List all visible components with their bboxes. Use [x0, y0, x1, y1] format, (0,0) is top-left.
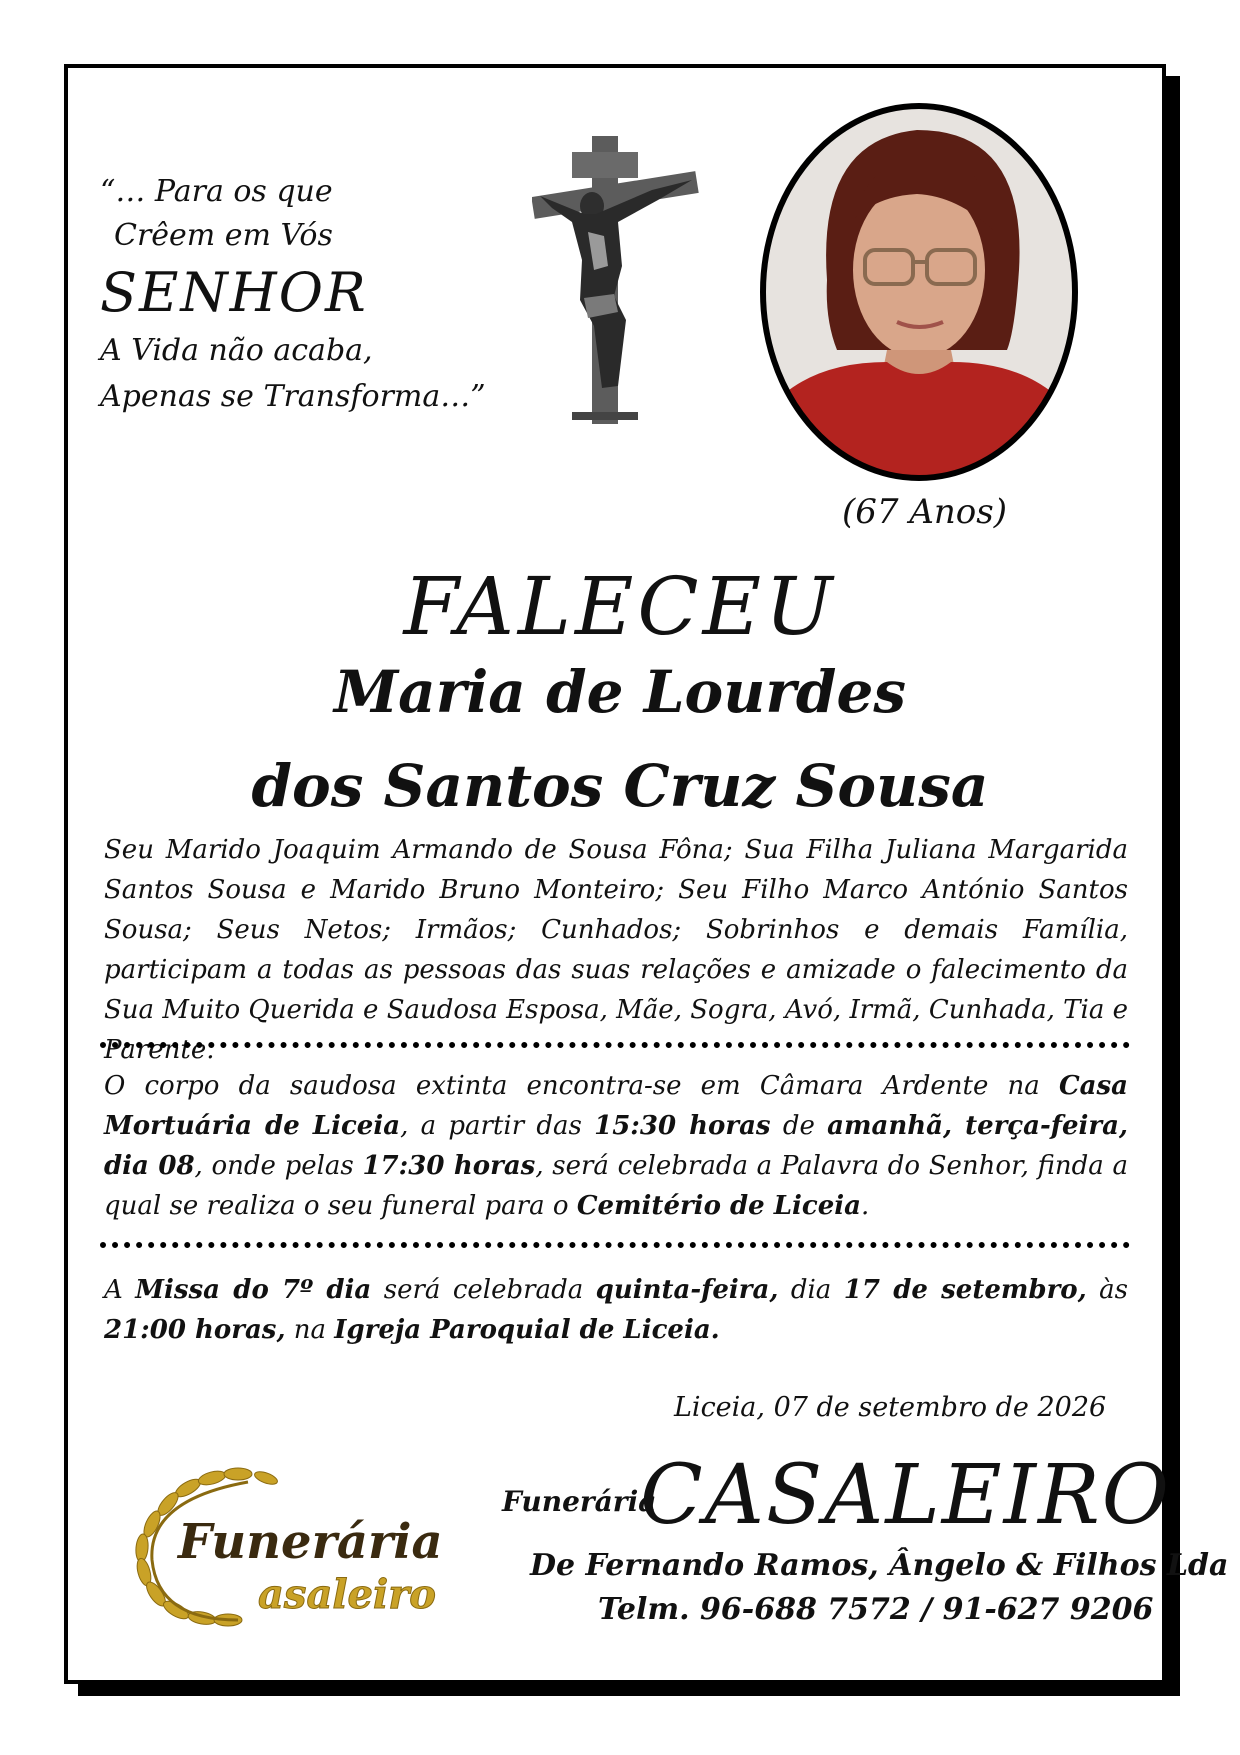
- mass-text: será celebrada: [371, 1275, 596, 1305]
- mass-text: dia: [778, 1275, 844, 1305]
- logo-word-1: Funerária: [178, 1514, 443, 1570]
- ceremony-time: 17:30 horas: [362, 1151, 536, 1181]
- mass-church: Igreja Paroquial de Liceia.: [334, 1315, 720, 1345]
- quote-line-4: A Vida não acaba,: [100, 333, 373, 368]
- wake-text: .: [860, 1191, 870, 1221]
- quote-line-3: SENHOR: [100, 261, 368, 324]
- cemetery-name: Cemitério de Liceia: [576, 1191, 861, 1221]
- crucifix-icon: [532, 136, 702, 426]
- deceased-name-line-2: dos Santos Cruz Sousa: [251, 752, 989, 820]
- mass-time: 21:00 horas,: [104, 1315, 286, 1345]
- announcement-heading: FALECEU: [403, 560, 837, 653]
- wake-text: , a partir das: [400, 1111, 595, 1141]
- mass-paragraph: [104, 1270, 1128, 1350]
- mass-text: às: [1086, 1275, 1128, 1305]
- funeral-home-owners: De Fernando Ramos, Ângelo & Filhos Lda: [530, 1548, 1229, 1583]
- wake-location: Casa Mortuária de Liceia: [104, 1071, 1128, 1141]
- funeral-home-phone: Telm. 96-688 7572 / 91-627 9206: [598, 1592, 1154, 1627]
- age-label: (67 Anos): [842, 492, 1007, 532]
- mass-title: Missa do 7º dia: [135, 1275, 372, 1305]
- wake-text: , será celebrada a Palavra do Senhor, finda a qual se realiza o seu funeral para o: [104, 1151, 1128, 1221]
- wake-paragraph: [104, 1066, 1128, 1226]
- portrait-photo: [757, 100, 1081, 484]
- dotted-divider: [100, 1042, 1130, 1048]
- quote-line-1: “… Para os que: [100, 174, 333, 209]
- scripture-quote: [100, 170, 486, 420]
- laurel-wreath-logo: [118, 1460, 458, 1630]
- logo-word-2: asaleiro: [258, 1571, 436, 1618]
- mass-text: A: [104, 1275, 136, 1305]
- family-paragraph: Seu Marido Joaquim Armando de Sousa Fôna; Sua Filha Juliana Margarida Santos Sousa e Marido Bruno Monteiro; Seu Filho Marco António Santos Sousa; Seus Netos; Irmãos; Cunhados; Sobrinhos e demais Família, participam a todas as pessoas das suas relações e amizade o falecimento da Sua Muito Querida e Saudosa Esposa, Mãe, Sogra, Avó, Irmã, Cunhada, Tia e Parente.: [104, 835, 1128, 1065]
- mass-text: na: [285, 1315, 335, 1345]
- wake-text: O corpo da saudosa extinta encontra-se em Câmara Ardente na: [104, 1071, 1059, 1101]
- mass-date: 17 de setembro,: [843, 1275, 1087, 1305]
- quote-line-5: Apenas se Transforma…”: [100, 379, 486, 414]
- wake-text: de: [770, 1111, 828, 1141]
- quote-line-2: Crêem em Vós: [114, 218, 333, 253]
- wake-date: amanhã, terça-feira, dia 08: [104, 1111, 1128, 1181]
- wake-text: , onde pelas: [194, 1151, 363, 1181]
- funeral-home-name: CASALEIRO: [640, 1448, 1172, 1543]
- funeral-home-prefix: Funerária: [502, 1485, 657, 1518]
- mass-weekday: quinta-feira,: [595, 1275, 779, 1305]
- place-date: Liceia, 07 de setembro de 2026: [674, 1392, 1107, 1423]
- dotted-divider: [100, 1242, 1130, 1248]
- wake-start-time: 15:30 horas: [594, 1111, 771, 1141]
- deceased-name-line-1: Maria de Lourdes: [333, 658, 907, 726]
